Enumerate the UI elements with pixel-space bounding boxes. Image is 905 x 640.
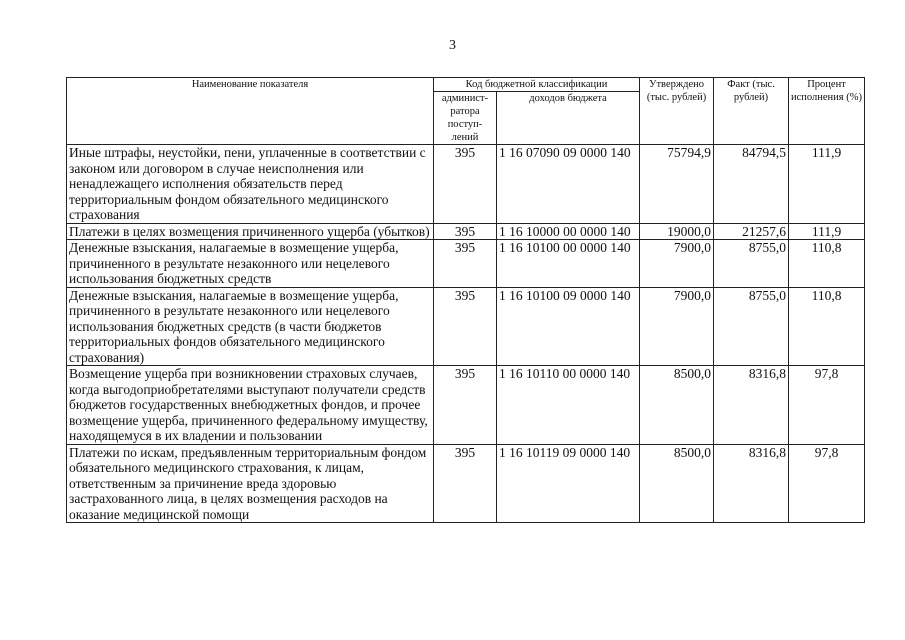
header-bk-code: Код бюджетной классификации [434,78,640,92]
row-fact: 84794,5 [714,145,789,224]
row-name: Иные штрафы, неустойки, пени, уплаченные в соответствии с законом или договором в случае неисполнения или ненадлежащего исполнения обязательств перед территориальным фондом обязательного медицинского страхования [67,145,434,224]
row-name: Денежные взыскания, налагаемые в возмещение ущерба, причиненного в результате незаконного или нецелевого использования бюджетных средств (в части бюджетов территориальных фондов обязательного медицинского страхования) [67,287,434,366]
header-fact: Факт (тыс. рублей) [714,78,789,145]
row-name: Платежи в целях возмещения причиненного ущерба (убытков) [67,223,434,240]
row-fact: 8316,8 [714,444,789,523]
row-approved: 75794,9 [640,145,714,224]
row-percent: 111,9 [789,145,865,224]
row-admin: 395 [434,444,497,523]
header-percent: Процент исполнения (%) [789,78,865,145]
row-code: 1 16 10100 09 0000 140 [497,287,640,366]
row-approved: 19000,0 [640,223,714,240]
row-approved: 8500,0 [640,366,714,445]
row-approved: 8500,0 [640,444,714,523]
row-approved: 7900,0 [640,240,714,288]
row-percent: 110,8 [789,240,865,288]
page-number: 3 [449,38,456,53]
header-row-1 [67,78,865,92]
row-percent: 97,8 [789,366,865,445]
row-name: Денежные взыскания, налагаемые в возмещение ущерба, причиненного в результате незаконного или нецелевого использования бюджетных средств [67,240,434,288]
row-code: 1 16 10100 00 0000 140 [497,240,640,288]
header-approved: Утверждено (тыс. рублей) [640,78,714,145]
table-row [67,287,865,366]
header-income: доходов бюджета [497,92,640,145]
row-code: 1 16 10000 00 0000 140 [497,223,640,240]
row-admin: 395 [434,287,497,366]
table-row [67,145,865,224]
row-fact: 21257,6 [714,223,789,240]
row-percent: 111,9 [789,223,865,240]
row-code: 1 16 10110 00 0000 140 [497,366,640,445]
row-name: Платежи по искам, предъявленным территориальным фондом обязательного медицинского страхования, к лицам, ответственным за причинение вреда здоровью застрахованного лица, в целях возмещения расходов на оказание медицинской помощи [67,444,434,523]
row-approved: 7900,0 [640,287,714,366]
budget-table [66,77,865,523]
row-fact: 8755,0 [714,240,789,288]
table-row [67,223,865,240]
row-admin: 395 [434,366,497,445]
table-row [67,366,865,445]
row-admin: 395 [434,145,497,224]
header-admin: админист-ратора поступ-лений [434,92,497,145]
row-name: Возмещение ущерба при возникновении страховых случаев, когда выгодоприобретателями выступают получатели средств бюджетов государственных внебюджетных фондов, и прочее возмещение ущерба, причиненного федеральному имуществу, находящемуся в их владении и пользовании [67,366,434,445]
table-row [67,444,865,523]
row-fact: 8755,0 [714,287,789,366]
header-name: Наименование показателя [67,78,434,145]
row-code: 1 16 10119 09 0000 140 [497,444,640,523]
row-fact: 8316,8 [714,366,789,445]
row-percent: 110,8 [789,287,865,366]
row-code: 1 16 07090 09 0000 140 [497,145,640,224]
table-row [67,240,865,288]
row-admin: 395 [434,223,497,240]
row-admin: 395 [434,240,497,288]
row-percent: 97,8 [789,444,865,523]
